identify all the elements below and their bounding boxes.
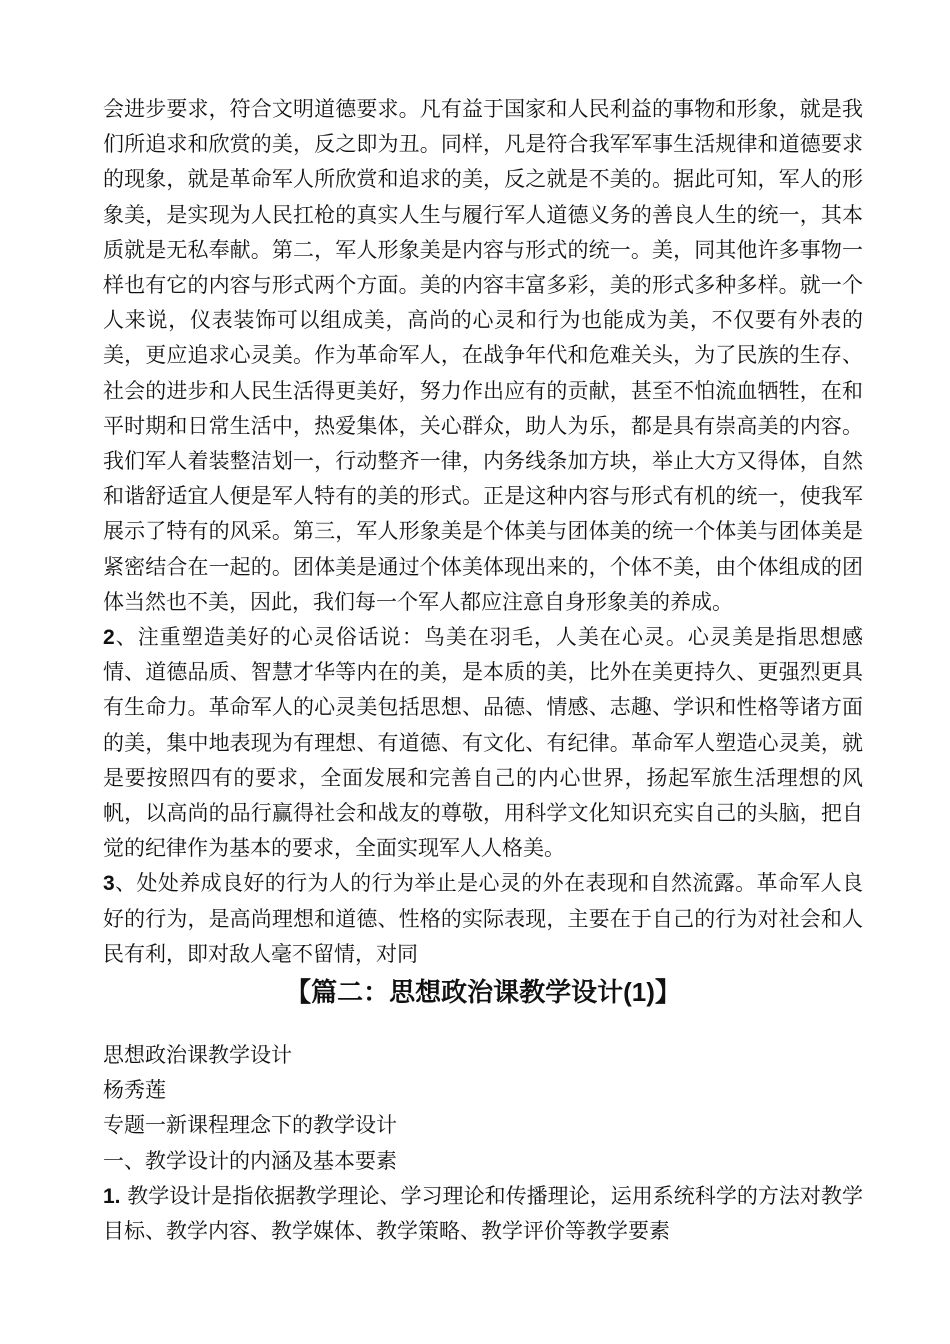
paragraph-number: 2 [103,626,115,650]
section-heading-close: 】 [654,978,681,1009]
body-paragraph-1 [103,92,863,620]
section-heading [103,972,863,1012]
paragraph-number: 1. [103,1184,121,1208]
subsection-title: 一、教学设计的内涵及基本要素 [103,1148,397,1173]
topic-title: 专题一新课程理念下的教学设计 [103,1113,397,1138]
document-page [103,92,863,1249]
paragraph-text: 、处处养成良好的行为人的行为举止是心灵的外在表现和自然流露。革命军人良好的行为，是高尚理想和道德、性格的实际表现，主要在于自己的行为对社会和人民有利，即对敌人毫不留情，对同 [103,871,863,966]
section-heading-number: (1) [623,977,655,1008]
body-paragraph-4 [103,1179,863,1249]
paragraph-text: 教学设计是指依据教学理论、学习理论和传播理论，运用系统科学的方法对教学目标、教学内容、教学媒体、教学策略、教学评价等教学要素 [103,1183,863,1244]
doc-title: 思想政治课教学设计 [103,1043,292,1068]
body-paragraph-3 [103,866,863,972]
body-paragraph-2 [103,620,863,866]
paragraph-number: 3 [103,872,115,896]
paragraph-text: 会进步要求，符合文明道德要求。凡有益于国家和人民利益的事物和形象，就是我们所追求和欣赏的美，反之即为丑。同样，凡是符合我军军事生活规律和道德要求的现象，就是革命军人所欣赏和追求的美，反之就是不美的。据此可知，军人的形象美，是实现为人民扛枪的真实人生与履行军人道德义务的善良人生的统一，其本质就是无私奉献。第二，军人形象美是内容与形式的统一。美，同其他许多事物一样也有它的内容与形式两个方面。美的内容丰富多彩，美的形式多种多样。就一个人来说，仪表装饰可以组成美，高尚的心灵和行为也能成为美，不仅要有外表的美，更应追求心灵美。作为革命军人，在战争年代和危难关头，为了民族的生存、社会的进步和人民生活得更美好，努力作出应有的贡献，甚至不怕流血牺牲，在和平时期和日常生活中，热爱集体，关心群众，助人为乐，都是具有崇高美的内容。我们军人着装整洁划一，行动整齐一律，内务线条加方块，举止大方又得体，自然和谐舒适宜人便是军人特有的美的形式。正是这种内容与形式有机的统一，使我军展示了特有的风采。第三，军人形象美是个体美与团体美的统一个体美与团体美是紧密结合在一起的。团体美是通过个体美体现出来的，个体不美，由个体组成的团体当然也不美，因此，我们每一个军人都应注意自身形象美的养成。 [103,97,863,614]
paragraph-text: 、注重塑造美好的心灵俗话说：鸟美在羽毛，人美在心灵。心灵美是指思想感情、道德品质、智慧才华等内在的美，是本质的美，比外在美更持久、更强烈更具有生命力。革命军人的心灵美包括思想、品德、情感、志趣、学识和性格等诸方面的美，集中地表现为有理想、有道德、有文化、有纪律。革命军人塑造心灵美，就是要按照四有的要求，全面发展和完善自己的内心世界，扬起军旅生活理想的风帆，以高尚的品行赢得社会和战友的尊敬，用科学文化知识充实自己的头脑，把自觉的纪律作为基本的要求，全面实现军人人格美。 [103,625,863,861]
section-spacer [103,1012,863,1038]
section-heading-open: 【篇二：思想政治课教学设计 [285,978,624,1009]
doc-author: 杨秀莲 [103,1078,166,1103]
